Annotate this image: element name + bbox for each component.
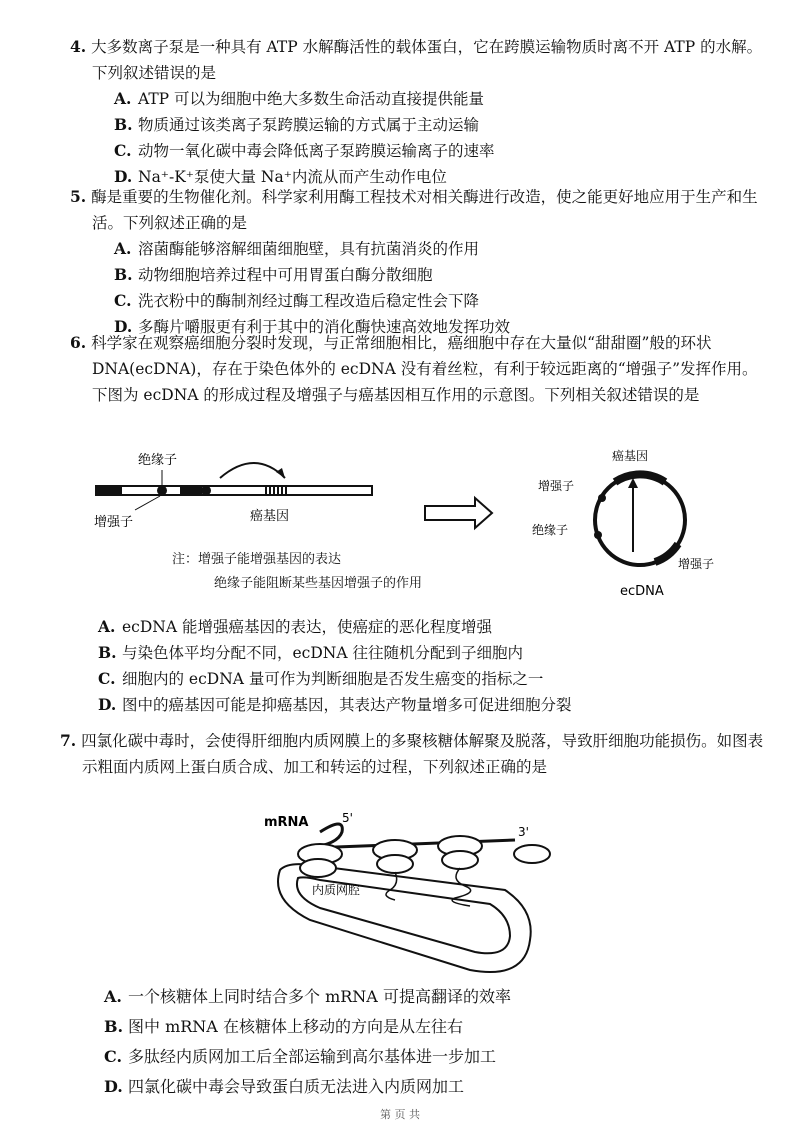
option-a[interactable]: A. 一个核糖体上同时结合多个 mRNA 可提高翻译的效率: [104, 987, 511, 1006]
figure-note-1: 注：增强子能增强基因的表达: [172, 552, 342, 567]
label-oncogene-ring: 癌基因: [612, 449, 649, 463]
label-ecdna: ecDNA: [620, 584, 664, 599]
enhancer-mark-ring: [594, 531, 602, 539]
option-d[interactable]: D. Na⁺-K⁺泵使大量 Na⁺内流从而产生动作电位: [114, 167, 447, 186]
label-enhancer-ring-2: 增强子: [678, 557, 715, 571]
insulator-mark-ring: [598, 494, 606, 502]
label-enhancer-ring: 增强子: [538, 479, 575, 493]
enhancer-arc: [655, 544, 678, 562]
question-stem: 四氯化碳中毒时，会使得肝细胞内质网膜上的多聚核糖体解聚及脱落，导致肝细胞功能损伤。如图表示粗面内质网上蛋白质合成、加工和转运的过程，下列叙述正确的是: [81, 732, 764, 776]
options: [70, 86, 770, 190]
question-number: 5.: [70, 187, 87, 206]
option-d[interactable]: D. 多酶片嚼服更有利于其中的消化酶快速高效地发挥功效: [114, 317, 511, 336]
label-mrna: mRNA: [264, 815, 309, 830]
insulator-mark-right: [201, 486, 211, 496]
label-insulator: 绝缘子: [138, 453, 178, 468]
transform-arrow-icon: [425, 498, 492, 528]
rough-er-figure: [250, 810, 560, 980]
question-stem: 酶是重要的生物催化剂。科学家利用酶工程技术对相关酶进行改造，使之能更好地应用于生产和生活。下列叙述正确的是: [91, 188, 758, 232]
question-number: 7.: [60, 731, 77, 750]
question-6-options: [78, 614, 778, 718]
question-stem: 科学家在观察癌细胞分裂时发现，与正常细胞相比，癌细胞中存在大量似“甜甜圈”般的环状 DNA(ecDNA)，存在于染色体外的 ecDNA 没有着丝粒，有利于较远距离的“增强子”发挥作用。下图为 ecDNA 的形成过程及增强子与癌基因相互作用的示意图。下列相关叙述错误的是: [91, 334, 758, 404]
question-7: [60, 728, 772, 780]
options: [78, 614, 778, 718]
arrow-head-icon: [276, 468, 285, 478]
label-oncogene: 癌基因: [250, 509, 290, 524]
option-d[interactable]: D. 四氯化碳中毒会导致蛋白质无法进入内质网加工: [104, 1077, 465, 1096]
option-a[interactable]: A. ecDNA 能增强癌基因的表达，使癌症的恶化程度增强: [98, 617, 492, 636]
option-b[interactable]: B. 动物细胞培养过程中可用胃蛋白酶分散细胞: [114, 265, 433, 284]
insulator-mark-left: [157, 486, 167, 496]
label-5-prime: 5': [342, 811, 353, 825]
er-outer-membrane: [278, 864, 531, 972]
option-c[interactable]: C. 多肽经内质网加工后全部运输到高尔基体进一步加工: [104, 1047, 497, 1066]
question-number: 4.: [70, 37, 87, 56]
question-stem: 大多数离子泵是一种具有 ATP 水解酶活性的载体蛋白，它在跨膜运输物质时离不开 ATP 的水解。下列叙述错误的是: [91, 38, 763, 82]
chromosome-bar: [96, 486, 372, 495]
option-c[interactable]: C. 动物一氧化碳中毒会降低离子泵跨膜运输离子的速率: [114, 141, 495, 160]
oncogene-hatch: [266, 486, 286, 495]
question-4: [70, 34, 770, 190]
option-c[interactable]: C. 细胞内的 ecDNA 量可作为判断细胞是否发生癌变的指标之一: [98, 669, 544, 688]
label-3-prime: 3': [518, 825, 529, 839]
curved-arrow: [220, 463, 285, 478]
option-c[interactable]: C. 洗衣粉中的酶制剂经过酶工程改造后稳定性会下降: [114, 291, 480, 310]
question-7-options: [86, 982, 786, 1102]
page-footer: 第 页 共: [380, 1108, 420, 1121]
label-er-lumen: 内质网腔: [312, 883, 361, 897]
option-b[interactable]: B. 图中 mRNA 在核糖体上移动的方向是从左往右: [104, 1017, 463, 1036]
question-number: 6.: [70, 333, 87, 352]
option-a[interactable]: A. 溶菌酶能够溶解细菌细胞壁，具有抗菌消炎的作用: [114, 239, 480, 258]
oncogene-arc: [615, 474, 665, 482]
option-b[interactable]: B. 物质通过该类离子泵跨膜运输的方式属于主动运输: [114, 115, 480, 134]
question-6: [70, 330, 770, 408]
option-a[interactable]: A. ATP 可以为细胞中绝大多数生命活动直接提供能量: [114, 89, 485, 108]
label-enhancer: 增强子: [94, 515, 134, 530]
option-d[interactable]: D. 图中的癌基因可能是抑癌基因，其表达产物量增多可促进细胞分裂: [98, 695, 572, 714]
label-insulator-ring: 绝缘子: [532, 523, 569, 537]
chromosome-end: [96, 486, 122, 495]
figure-note-2: 绝缘子能阻断某些基因增强子的作用: [214, 576, 423, 591]
options: [86, 982, 786, 1102]
option-b[interactable]: B. 与染色体平均分配不同，ecDNA 往往随机分配到子细胞内: [98, 643, 523, 662]
enhancer-segment: [180, 486, 202, 495]
options: [70, 236, 770, 340]
question-5: [70, 184, 770, 340]
